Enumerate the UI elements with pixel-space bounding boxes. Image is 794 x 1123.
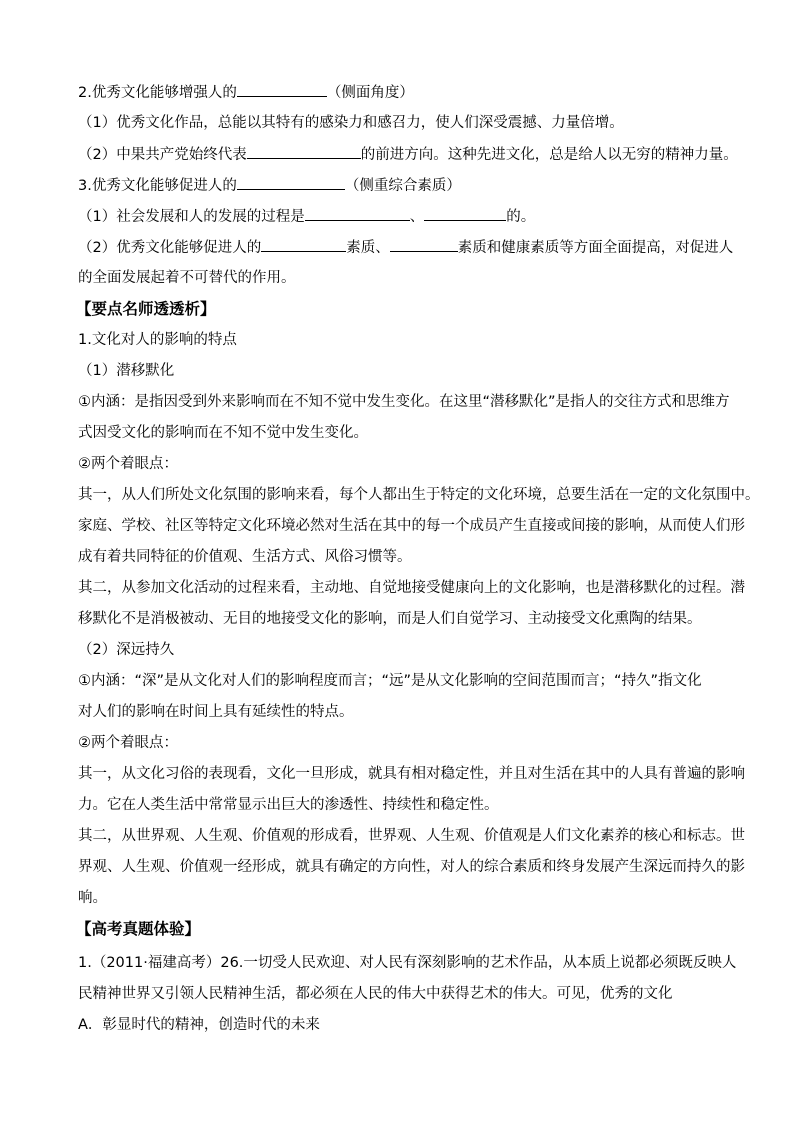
answer-blank <box>247 144 361 159</box>
text-line: 家庭、学校、社区等特定文化环境必然对生活在其中的每一个成员产生直接或间接的影响，从而使人们形 <box>78 518 745 534</box>
text-line: 移默化不是消极被动、无目的地接受文化的影响，而是人们自觉学习、主动接受文化熏陶的结果。 <box>78 611 702 627</box>
text-line: （2）深远持久 <box>78 642 175 658</box>
text-line: 响。 <box>78 890 107 906</box>
text-line: 1.文化对人的影响的特点 <box>78 332 237 348</box>
text-segment: 2.优秀文化能够增强人的 <box>78 85 237 101</box>
answer-blank <box>237 175 345 190</box>
text-segment: （侧面角度） <box>326 85 414 101</box>
section-heading: 【高考真题体验】 <box>76 920 201 938</box>
text-line: （1）潜移默化 <box>78 363 175 379</box>
text-line: 其二，从参加文化活动的过程来看，主动地、自觉地接受健康向上的文化影响，也是潜移默化的过程。潜 <box>78 580 745 596</box>
answer-option: A．彰显时代的精神，创造时代的未来 <box>78 1017 320 1033</box>
text-line: 对人们的影响在时间上具有延续性的特点。 <box>78 704 354 720</box>
text-segment: （2）中果共产党始终代表 <box>78 147 247 163</box>
text-line: （1）优秀文化作品，总能以其特有的感染力和感召力，使人们深受震撼、力量倍增。 <box>78 115 624 131</box>
text-line: 式因受文化的影响而在不知不觉中发生变化。 <box>78 425 368 441</box>
answer-blank <box>424 206 506 221</box>
answer-blank <box>305 206 410 221</box>
text-line <box>78 82 414 103</box>
text-line: 力。它在人类生活中常常显示出巨大的渗透性、持续性和稳定性。 <box>78 797 499 813</box>
text-line: ②两个着眼点： <box>78 456 178 472</box>
text-segment: 素质和健康素质等方面全面提高，对促进人 <box>457 240 734 256</box>
answer-blank <box>261 237 346 252</box>
text-segment: 3.优秀文化能够促进人的 <box>78 178 237 194</box>
text-line: 其二，从世界观、人生观、价值观的形成看，世界观、人生观、价值观是人们文化素养的核心和标志。世 <box>78 828 745 844</box>
text-line <box>78 206 535 227</box>
text-line: ①内涵：是指因受到外来影响而在不知不觉中发生变化。在这里“潜移默化”是指人的交往方式和思维方 <box>78 394 730 410</box>
text-line <box>78 175 461 196</box>
text-segment: 的前进方向。这种先进文化，总是给人以无穷的精神力量。 <box>360 147 738 163</box>
text-line: 成有着共同特征的价值观、生活方式、风俗习惯等。 <box>78 549 412 565</box>
text-segment: 、 <box>409 209 425 225</box>
text-line: 的全面发展起着不可替代的作用。 <box>78 270 296 286</box>
text-segment: （2）优秀文化能够促进人的 <box>78 240 262 256</box>
text-line: 其一，从人们所处文化氛围的影响来看，每个人都出生于特定的文化环境，总要生活在一定的文化氛围中。 <box>78 487 760 503</box>
text-line: ①内涵：“深”是从文化对人们的影响程度而言；“远”是从文化影响的空间范围而言；“持久”指文化 <box>78 673 702 689</box>
text-line: 民精神世界又引领人民精神生活，都必须在人民的伟大中获得艺术的伟大。可见，优秀的文化 <box>78 986 673 1002</box>
section-heading: 【要点名师透透析】 <box>76 300 216 318</box>
text-line: 1.（2011·福建高考）26.一切受人民欢迎、对人民有深刻影响的艺术作品，从本质上说都必须既反映人 <box>78 955 737 971</box>
text-segment: （1）社会发展和人的发展的过程是 <box>78 209 305 225</box>
text-segment: 的。 <box>506 209 536 225</box>
text-line: 其一，从文化习俗的表现看，文化一旦形成，就具有相对稳定性，并且对生活在其中的人具有普遍的影响 <box>78 766 745 782</box>
answer-blank <box>390 237 458 252</box>
text-line <box>78 144 738 165</box>
text-segment: （侧重综合素质） <box>344 178 461 194</box>
text-line: ②两个着眼点： <box>78 735 178 751</box>
text-line <box>78 237 733 258</box>
text-segment: 素质、 <box>346 240 390 256</box>
answer-blank <box>237 82 327 97</box>
text-line: 界观、人生观、价值观一经形成，就具有确定的方向性，对人的综合素质和终身发展产生深远而持久的影 <box>78 859 745 875</box>
